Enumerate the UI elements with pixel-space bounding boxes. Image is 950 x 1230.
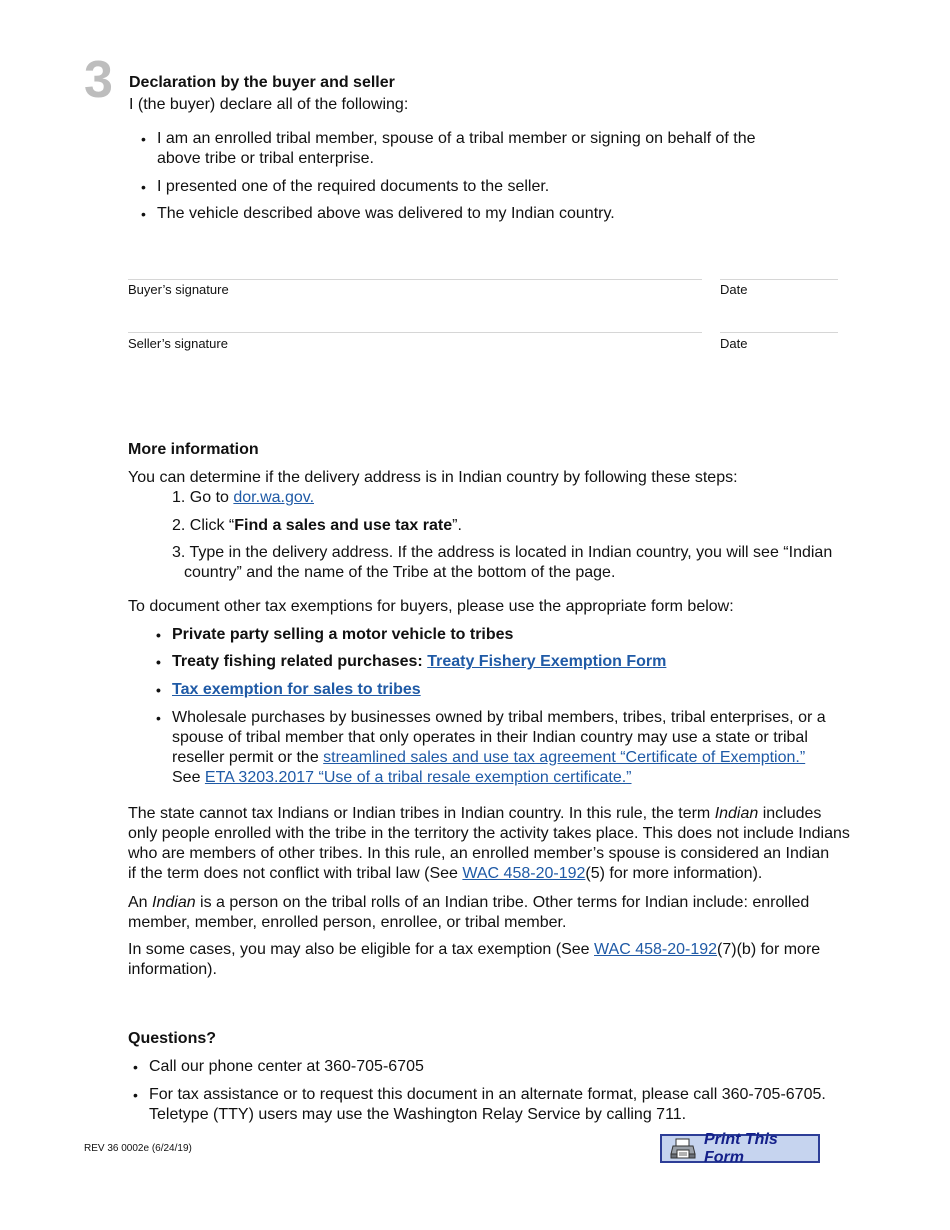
wac-458-20-192-link[interactable]: WAC 458-20-192 [594,941,718,958]
print-form-label: Print This Form [704,1130,778,1166]
step-1: 1. Go to dor.wa.gov. [172,489,315,506]
section-number: 3 [84,51,113,109]
more-info-intro: You can determine if the delivery address is in Indian country by following these steps: [128,469,738,486]
tribal-exemption-link[interactable]: Tax exemption for sales to tribes [172,681,421,698]
treaty-fishery-form-link[interactable]: Treaty Fishery Exemption Form [427,653,667,670]
step-3: 3. Type in the delivery address. If the address is located in Indian country, you will see “Indian country” and the name of the Tribe at the bottom of the page. [172,544,833,581]
list-item: • Call our phone center at 360-705-6705 [133,1058,424,1075]
dor-website-link[interactable]: dor.wa.gov. [233,489,315,506]
list-item: • For tax assistance or to request this document in an alternate format, please call 360-705-6705. Teletype (TTY) users may use the Washington Relay Service by calling 711. [133,1086,826,1123]
list-item: • Treaty fishing related purchases: Treaty Fishery Exemption Form [156,653,667,670]
more-info-heading: More information [128,441,259,458]
list-item: • Tax exemption for sales to tribes [156,681,421,698]
seller-signature-line[interactable] [128,332,702,333]
list-item: • Private party selling a motor vehicle to tribes [156,626,514,643]
declaration-intro: I (the buyer) declare all of the following: [129,96,409,113]
list-item: • The vehicle described above was delivered to my Indian country. [141,205,615,222]
seller-date-label: Date [720,336,748,351]
print-form-button[interactable] [660,1130,820,1166]
indian-terms-paragraph: An Indian is a person on the tribal rolls of an Indian tribe. Other terms for Indian include: enrolled member, member, enrolled person, enrollee, or tribal member. [128,894,810,931]
section-title: Declaration by the buyer and seller [129,74,395,91]
step-2: 2. Click “Find a sales and use tax rate”. [172,517,462,534]
buyer-signature-label: Buyer’s signature [128,282,229,297]
questions-heading: Questions? [128,1030,217,1047]
buyer-signature-line[interactable] [128,279,702,280]
printer-icon [670,1138,696,1160]
eta-3203-link[interactable]: ETA 3203.2017 “Use of a tribal resale exemption certificate.” [204,769,632,786]
list-item: • I presented one of the required documents to the seller. [141,178,550,195]
indian-definition-paragraph: The state cannot tax Indians or Indian tribes in Indian country. In this rule, the term Indian includes only people enrolled with the tribe in the territory the activity takes place. This does not include Indians who are members of other tribes. In this rule, an enrolled member’s spouse is considered an Indian if the term does not conflict with tribal law (See WAC 458-20-192(5) for more information). [128,805,850,882]
wac-458-20-192-link[interactable]: WAC 458-20-192 [462,865,586,882]
certificate-of-exemption-link[interactable]: streamlined sales and use tax agreement “Certificate of Exemption.” [323,749,806,766]
form-code: REV 36 0002e (6/24/19) [84,1143,192,1154]
buyer-date-label: Date [720,282,748,297]
list-item: • I am an enrolled tribal member, spouse of a tribal member or signing on behalf of the above tribe or tribal enterprise. [141,130,756,167]
buyer-date-line[interactable] [720,279,838,280]
list-item: • Wholesale purchases by businesses owned by tribal members, tribes, tribal enterprises, or a spouse of tribal member that only operates in their Indian country may use a state or tribal reseller permit or the streamlined sales and use tax agreement “Certificate of Exemption.” See ETA 3203.2017 “Use of a tribal resale exemption certificate.” [156,709,826,786]
seller-date-line[interactable] [720,332,838,333]
forms-intro: To document other tax exemptions for buyers, please use the appropriate form below: [128,598,734,615]
eligibility-paragraph: In some cases, you may also be eligible for a tax exemption (See WAC 458-20-192(7)(b) for more information). [128,941,821,978]
seller-signature-label: Seller’s signature [128,336,228,351]
